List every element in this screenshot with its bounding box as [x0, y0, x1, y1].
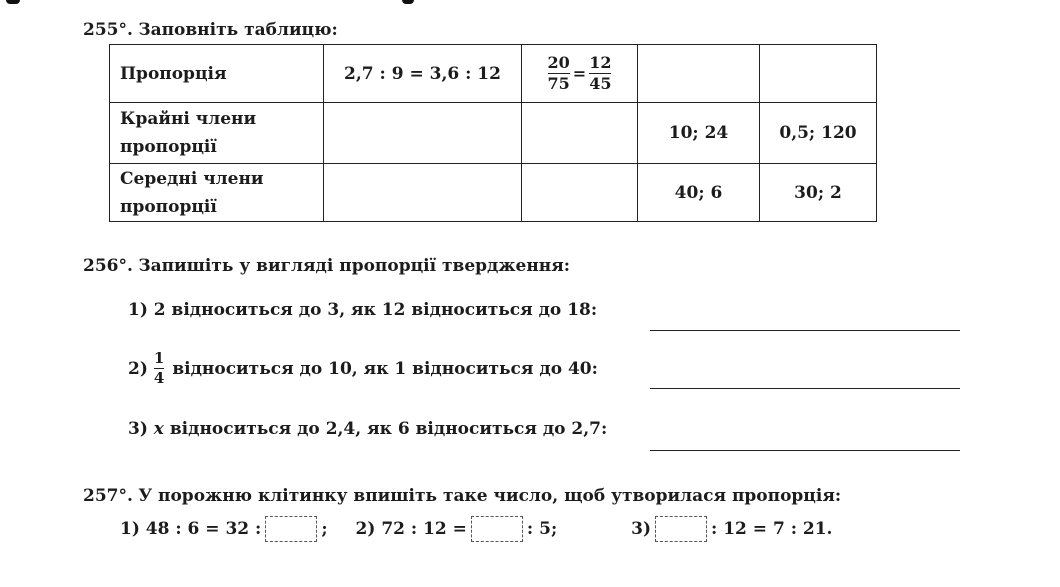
empty-cell[interactable] [760, 45, 877, 103]
ex256-item-1: 1) 2 відноситься до 3, як 12 відноситься до 18: [128, 300, 598, 320]
ex256-heading [83, 256, 570, 276]
row-label-means: Середні члени пропорції [110, 164, 324, 222]
table-row [110, 103, 877, 164]
ex257-heading [83, 486, 841, 506]
row-label-extremes: Крайні члени пропорції [110, 103, 324, 164]
blank-cell-1[interactable] [265, 516, 317, 542]
ex255-number: 255°. [83, 20, 133, 40]
empty-cell[interactable] [522, 164, 638, 222]
table-cell: 2,7 : 9 = 3,6 : 12 [324, 45, 522, 103]
answer-line-2[interactable] [650, 388, 960, 389]
ex256-title: Запишіть у вигляді пропорції твердження: [138, 256, 571, 276]
table-row [110, 45, 877, 103]
table-cell: 30; 2 [760, 164, 877, 222]
cropped-top-edge [0, 0, 1060, 6]
table-cell: 0,5; 120 [760, 103, 877, 164]
table-cell: 40; 6 [638, 164, 760, 222]
ex257-title: У порожню клітинку впишіть таке число, щоб утворилася пропорція: [138, 486, 842, 506]
ex256-item-3: 3) x відноситься до 2,4, як 6 відноситься до 2,7: [128, 419, 608, 439]
fraction: $\frac{1}{4}$ [153, 349, 165, 387]
ex255-heading [83, 20, 338, 40]
proportion-table [109, 44, 877, 222]
table-cell: 10; 24 [638, 103, 760, 164]
empty-cell[interactable] [324, 164, 522, 222]
ex257-problems [120, 515, 832, 543]
blank-cell-2[interactable] [471, 516, 523, 542]
ex255-title: Заповніть таблицю: [138, 20, 338, 40]
row-label-proportion: Пропорція [110, 45, 324, 103]
fraction: $\frac{12}{45}$ [589, 53, 612, 93]
empty-cell[interactable] [638, 45, 760, 103]
table-row [110, 164, 877, 222]
ex256-number: 256°. [83, 256, 133, 276]
answer-line-3[interactable] [650, 450, 960, 451]
ex257-problem-3: 3) : 12 = 7 : 21. [631, 515, 832, 543]
answer-line-1[interactable] [650, 330, 960, 331]
blank-cell-3[interactable] [655, 516, 707, 542]
empty-cell[interactable] [522, 103, 638, 164]
ex257-problem-2: 2) 72 : 12 = : 5; [356, 515, 558, 543]
empty-cell[interactable] [324, 103, 522, 164]
ex257-problem-1: 1) 48 : 6 = 32 : ; [120, 515, 328, 543]
ex257-number: 257°. [83, 486, 133, 506]
table-cell-fraction-proportion: $\frac{20}{75}$ = $\frac{12}{45}$ [522, 45, 638, 103]
fraction: $\frac{20}{75}$ [547, 53, 570, 93]
ex256-item-2: 2) $\frac{1}{4}$ відноситься до 10, як 1 відноситься до 40: [128, 349, 598, 387]
